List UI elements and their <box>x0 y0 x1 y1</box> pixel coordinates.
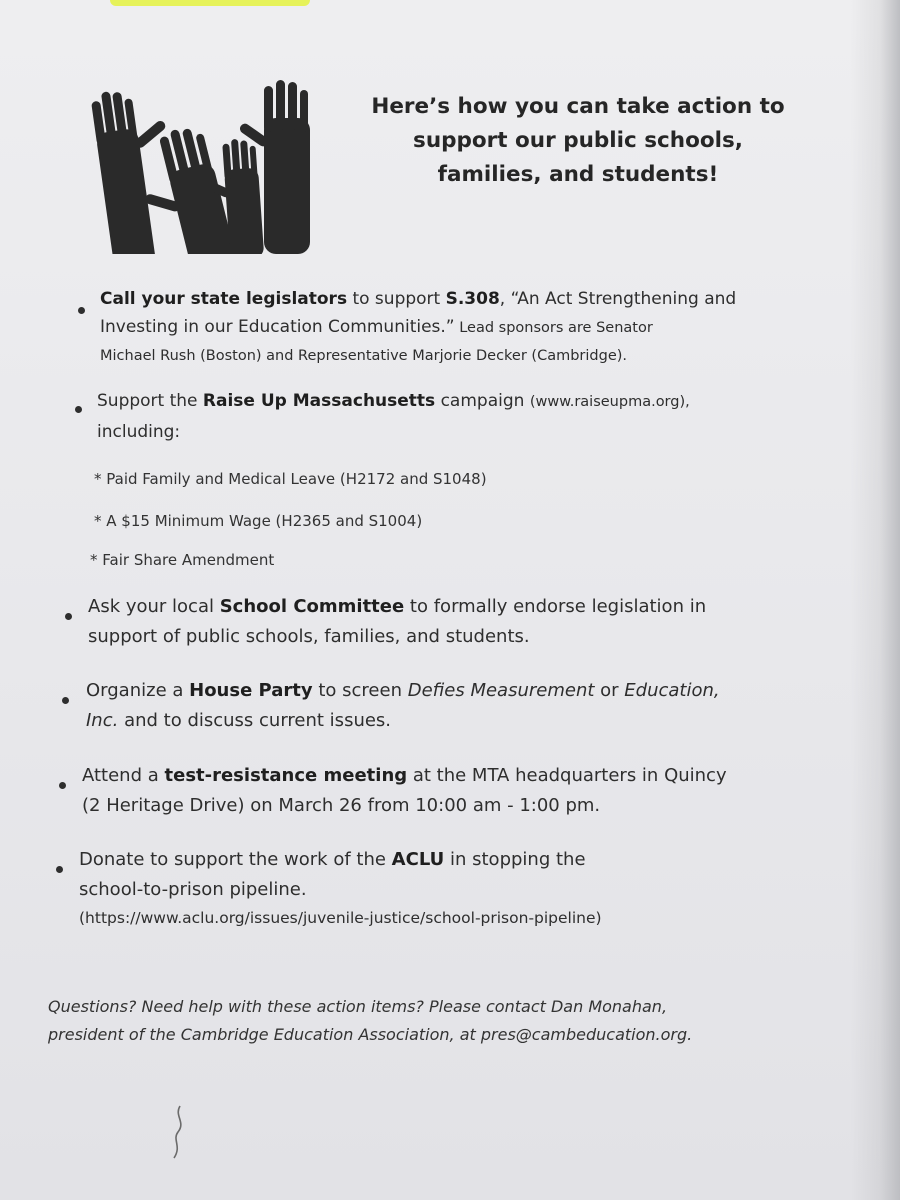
raised-hands-icon <box>62 74 322 254</box>
action-item-school-committee: Ask your local School Committee to formally endorse legislation in support of public schools, families, and students. <box>88 596 707 647</box>
page-title: Here’s how you can take action to support our public schools, families, and students! <box>371 94 785 187</box>
subitem-fair-share: * Fair Share Amendment <box>90 551 275 569</box>
action-item-test-resistance: Attend a test-resistance meeting at the MTA headquarters in Quincy (2 Heritage Drive) on March 26 from 10:00 am - 1:00 pm. <box>82 765 727 816</box>
bullet-dot <box>62 697 69 704</box>
bullet-dot <box>56 866 63 873</box>
contact-footer: Questions? Need help with these action items? Please contact Dan Monahan, president of the Cambridge Education Association, at pres@cambeducation.org. <box>48 997 693 1044</box>
subitem-paid-leave: * Paid Family and Medical Leave (H2172 and S1048) <box>94 470 487 488</box>
bullet-dot <box>78 307 85 314</box>
pen-mark <box>164 1102 194 1162</box>
highlighter-strip <box>110 0 310 6</box>
bullet-dot <box>65 613 72 620</box>
action-item-call-legislators: Call your state legislators to support S.308, “An Act Strengthening and Investing in our Education Communities.” Lead sponsors are Senator Michael Rush (Boston) and Representative Marjorie Decker (Cambridge). <box>100 289 737 364</box>
bullet-dot <box>75 406 82 413</box>
bullet-dot <box>59 782 66 789</box>
paper-edge-shadow <box>850 0 900 1200</box>
action-item-house-party: Organize a House Party to screen Defies Measurement or Education, Inc. and to discuss current issues. <box>86 680 720 731</box>
subitem-minimum-wage: * A $15 Minimum Wage (H2365 and S1004) <box>94 512 423 530</box>
action-item-donate-aclu: Donate to support the work of the ACLU in stopping the school-to-prison pipeline. (https://www.aclu.org/issues/juvenile-justice/school-prison-pipeline) <box>79 849 602 927</box>
action-item-raise-up: Support the Raise Up Massachusetts campaign (www.raiseupma.org), including: <box>97 391 690 442</box>
